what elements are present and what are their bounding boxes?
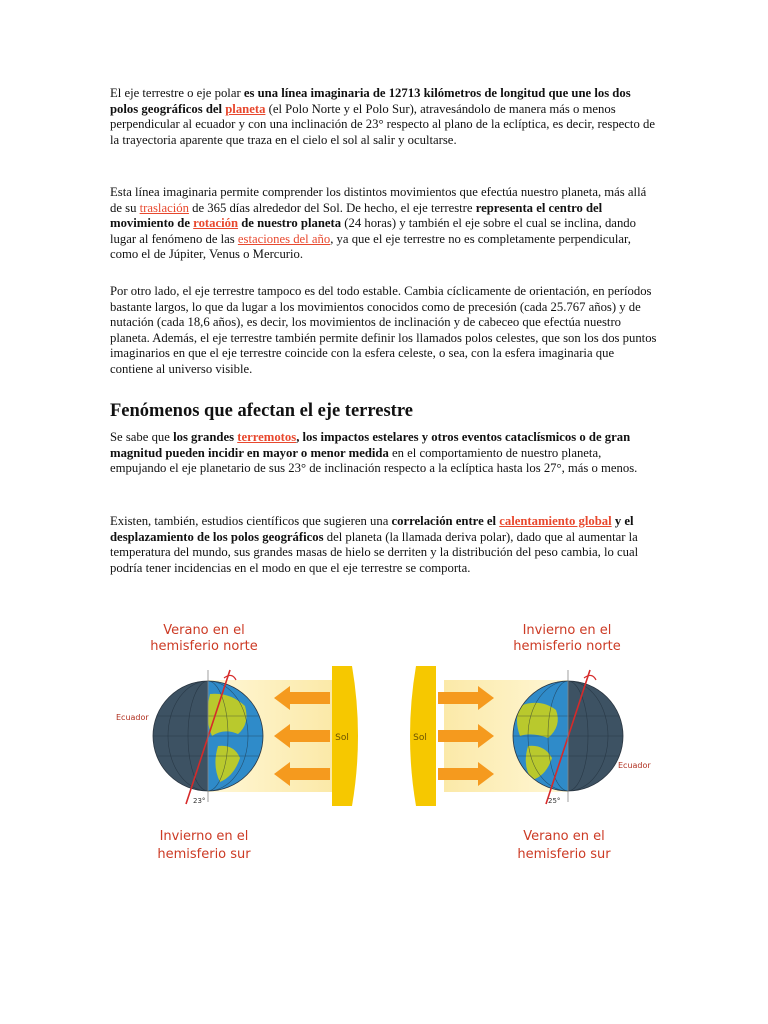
sun-label-right: Sol xyxy=(413,733,427,743)
paragraph-calentamiento xyxy=(110,514,658,576)
caption-left-bottom-1: Invierno en el xyxy=(159,829,249,844)
bold-text: los grandes xyxy=(173,430,238,444)
bold-text: es una línea imaginaria de 12713 kilómetros de longitud que une los dos polos geográficos del xyxy=(110,86,631,116)
rotation-arrow-left xyxy=(224,675,236,680)
caption-left-top-1: Verano en el xyxy=(163,623,245,638)
paragraph-terremotos xyxy=(110,430,658,477)
seasons-illustration xyxy=(100,606,668,874)
bold-text: , los impactos estelares y otros eventos cataclísmicos o de gran magnitud pueden incidir en mayor o menor medida xyxy=(110,430,631,460)
link-traslacion[interactable]: traslación xyxy=(139,200,189,215)
earth-axis-diagram xyxy=(100,606,668,874)
caption-right-top-2: hemisferio norte xyxy=(513,639,621,654)
bold-text: correlación entre el xyxy=(391,514,500,528)
arrows-right xyxy=(438,686,494,786)
angle-label-right: 25° xyxy=(548,797,561,805)
bold-text: y el desplazamiento de los polos geográficos xyxy=(110,514,634,544)
angle-label-left: 23° xyxy=(193,797,206,805)
link-planeta[interactable]: planeta xyxy=(225,101,266,116)
bold-text: de nuestro planeta xyxy=(238,216,342,231)
text: El eje terrestre o eje polar xyxy=(110,86,244,100)
caption-left-top-2: hemisferio norte xyxy=(150,639,258,654)
text: (el Polo Norte y el Polo Sur), atravesándolo de manera más o menos perpendicular al ecuador y con una inclinación de 23° respecto al plano de la eclíptica, es decir, respecto de la trayectoria aparente que traza en el cielo el sol al salir y ocultarse. xyxy=(110,101,655,147)
paragraph-movimientos xyxy=(110,185,658,263)
sun-label-left: Sol xyxy=(335,733,349,743)
text: del planeta (la llamada deriva polar), dado que al aumentar la temperatura del mundo, sus grandes masas de hielo se derriten y la distribución del peso cambia, lo cual podría tener incidencias en el modo en que el eje terrestre se comporta. xyxy=(110,529,639,575)
caption-left-bottom-2: hemisferio sur xyxy=(157,847,251,862)
text: de 365 días alrededor del Sol. De hecho, el eje terrestre xyxy=(188,200,476,215)
rotation-arrow-right xyxy=(584,675,596,680)
paragraph-estabilidad: Por otro lado, el eje terrestre tampoco es del todo estable. Cambia cíclicamente de orientación, en períodos bastante largos, lo que da lugar a los movimientos conocidos como de precesión (cada 25.767 años) y de nutación (cada 18,6 años), es decir, los movimientos de inclinación y de cabeceo que efectúa nuestro planeta. Además, el eje terrestre también permite definir los llamados polos celestes, que son los dos puntos imaginarios en que el eje terrestre coincide con la esfera celeste, o sea, con la esfera imaginaria que contiene al universo visible. xyxy=(110,284,657,376)
caption-right-top-1: Invierno en el xyxy=(522,623,612,638)
link-estaciones[interactable]: estaciones del año xyxy=(237,231,331,246)
link-calentamiento-global[interactable]: calentamiento global xyxy=(499,514,612,528)
text: Se sabe que xyxy=(110,430,174,444)
text: Esta línea imaginaria permite comprender los distintos movimientos que efectúa nuestro planeta, más allá de su xyxy=(110,185,647,215)
section-heading: Fenómenos que afectan el eje terrestre xyxy=(110,401,413,421)
text: en el comportamiento de nuestro planeta, empujando el eje planetario de sus 23° de inclinación respecto a la eclíptica hasta los 27°, más o menos. xyxy=(110,445,638,476)
text: Existen, también, estudios científicos que sugieren una xyxy=(110,514,392,528)
caption-right-bottom-2: hemisferio sur xyxy=(517,847,611,862)
text: (24 horas) y también el eje sobre el cual se inclina, dando lugar al fenómeno de las xyxy=(110,216,636,246)
text: , ya que el eje terrestre no es completamente perpendicular, como el de Júpiter, Venus o Mercurio. xyxy=(110,231,631,262)
arrows-left xyxy=(274,686,330,786)
ecuador-label-right: Ecuador xyxy=(618,761,651,770)
link-terremotos[interactable]: terremotos xyxy=(237,430,297,444)
caption-right-bottom-1: Verano en el xyxy=(523,829,605,844)
link-rotacion[interactable]: rotación xyxy=(193,216,239,231)
bold-text: representa el centro del movimiento de xyxy=(110,200,603,231)
paragraph-eje-terrestre xyxy=(110,86,658,148)
ecuador-label-left: Ecuador xyxy=(116,713,149,722)
